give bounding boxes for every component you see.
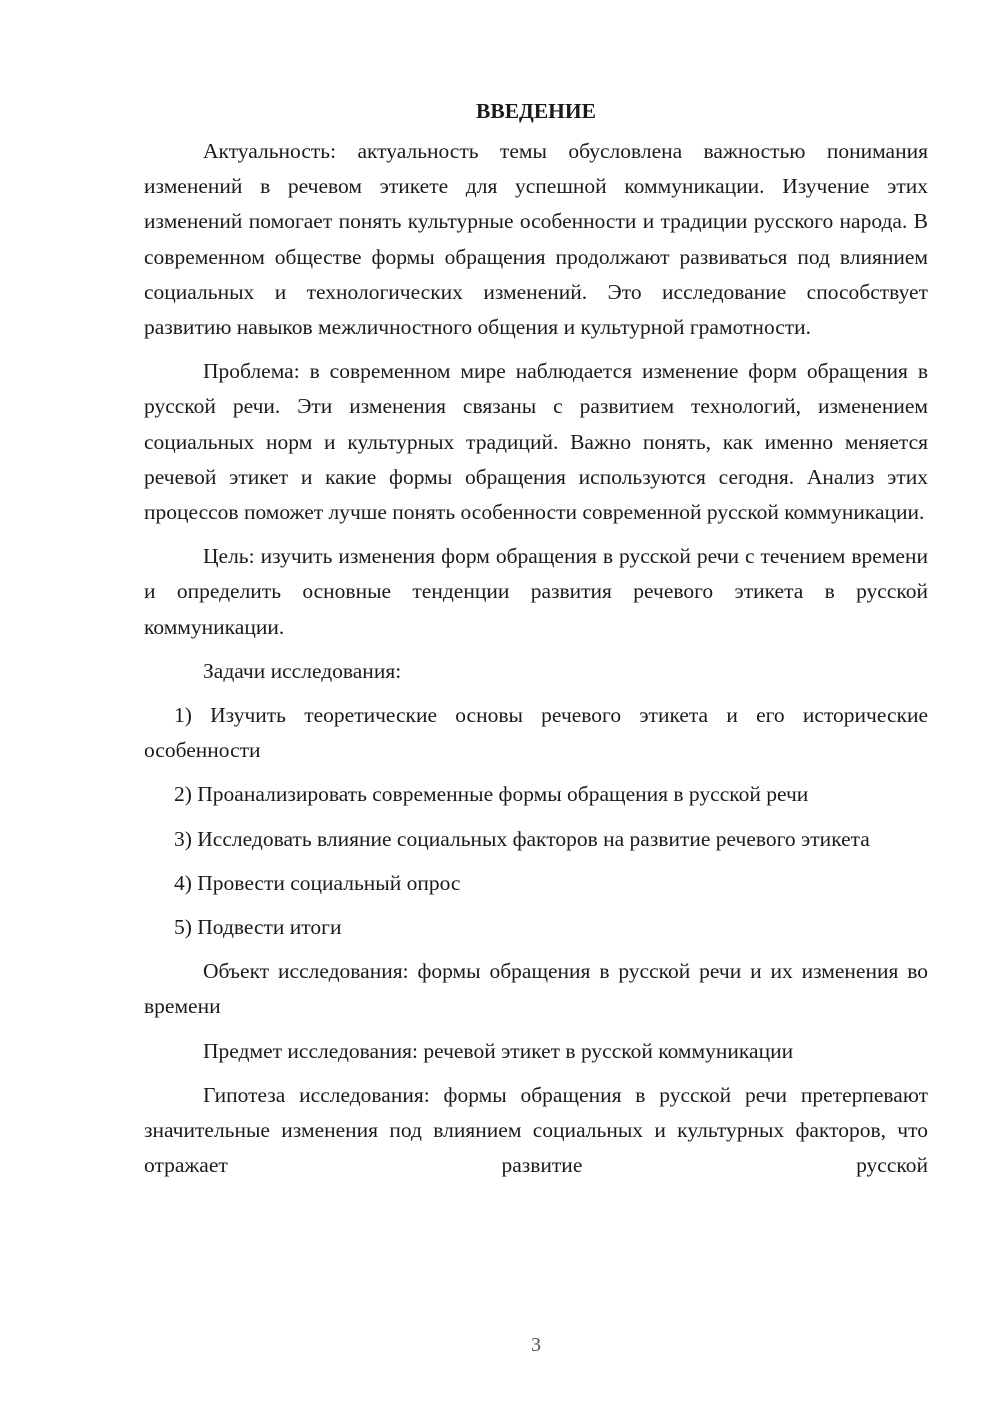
section-title: ВВЕДЕНИЕ — [476, 99, 596, 123]
paragraph-subject: Предмет исследования: речевой этикет в русской коммуникации — [203, 1038, 794, 1063]
task-item-3: 3) Исследовать влияние социальных факторов на развитие речевого этикета — [174, 826, 870, 851]
paragraph-hypothesis: Гипотеза исследования: формы обращения в русской речи претерпевают значительные изменения под влиянием социальных и культурных факторов, что отражает развитие русской — [144, 1082, 928, 1178]
task-item-1: 1) Изучить теоретические основы речевого этикета и его исторические особенности — [144, 703, 928, 763]
task-item-5: 5) Подвести итоги — [174, 915, 342, 940]
paragraph-problem: Проблема: в современном мире наблюдается изменение форм обращения в русской речи. Эти изменения связаны с развитием технологий, изменением социальных норм и культурных традиций. Важно понять, как именно меняется речевой этикет и какие формы обращения используются сегодня. Анализ этих процессов поможет лучше понять особенности современной русской коммуникации. — [144, 359, 928, 525]
task-item-4: 4) Провести социальный опрос — [174, 870, 461, 895]
paragraph-tasks-heading: Задачи исследования: — [203, 658, 402, 683]
task-item-2: 2) Проанализировать современные формы обращения в русской речи — [174, 782, 809, 807]
page-number: 3 — [531, 1334, 541, 1356]
paragraph-relevance: Актуальность: актуальность темы обусловлена важностью понимания изменений в речевом этикете для успешной коммуникации. Изучение этих изменений помогает понять культурные особенности и традиции русского народа. В современном обществе формы обращения продолжают развиваться под влиянием социальных и технологических изменений. Это исследование способствует развитию навыков межличностного общения и культурной грамотности. — [144, 139, 928, 340]
document-page — [144, 96, 928, 1183]
paragraph-goal: Цель: изучить изменения форм обращения в русской речи с течением времени и определить основные тенденции развития речевого этикета в русской коммуникации. — [144, 544, 928, 639]
paragraph-object: Объект исследования: формы обращения в русской речи и их изменения во времени — [144, 959, 928, 1019]
